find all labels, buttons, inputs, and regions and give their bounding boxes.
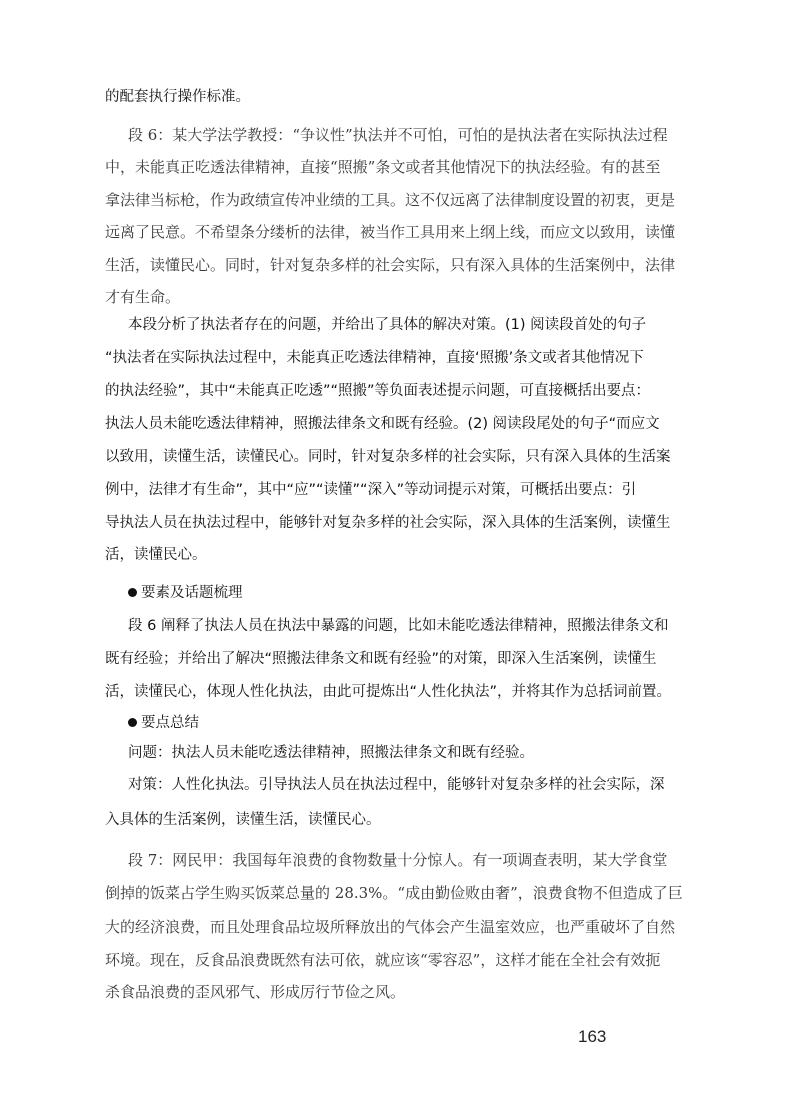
bullet-icon [128, 588, 137, 597]
text-line: 拿法律当标枪，作为政绩宣传冲业绩的工具。这不仅远离了法律制度设置的初衷，更是 [105, 191, 676, 209]
intro-line: 的配套执行操作标准。 [105, 89, 250, 105]
text-line: 执法人员未能吃透法律精神，照搬法律条文和既有经验。(2) 阅读段尾处的句子“而应文 [105, 416, 660, 432]
text-line: 对策：人性化执法。引导执法人员在执法过程中，能够针对复杂多样的社会实际，深 [128, 777, 665, 793]
text-line: 段 6 阐释了执法人员在执法中暴露的问题，比如未能吃透法律精神，照搬法律条文和 [128, 618, 669, 634]
text-line: 活，读懂民心，体现人性化执法，由此可提炼出“人性化执法”，并将其作为总括词前置。 [105, 684, 672, 700]
text-line: 段 7：网民甲：我国每年浪费的食物数量十分惊人。有一项调查表明，某大学食堂 [128, 851, 668, 869]
text-line: 环境。现在，反食品浪费既然有法可依，就应该“零容忍”，这样才能在全社会有效扼 [105, 951, 661, 969]
text-line: 本段分析了执法者存在的问题，并给出了具体的解决对策。(1) 阅读段首处的句子 [128, 317, 647, 333]
text-line: 生活，读懂民心。同时，针对复杂多样的社会实际，只有深入具体的生活案例中，法律 [105, 256, 676, 274]
text-line: 既有经验；并给出了解决“照搬法律条文和既有经验”的对策，即深入生活案例，读懂生 [105, 651, 657, 667]
text-line: 段 6：某大学法学教授：“争议性”执法并不可怕，可怕的是执法者在实际执法过程 [128, 126, 668, 144]
heading-text: 要素及话题梳理 [141, 585, 243, 601]
text-line: 例中，法律才有生命”，其中“应”“读懂”“深入”等动词提示对策，可概括出要点：引 [105, 482, 637, 498]
section-heading-elements [128, 582, 585, 604]
text-line: “执法者在实际执法过程中，未能真正吃透法律精神，直接‘照搬’条文或者其他情况下 [105, 350, 644, 366]
text-line: 中，未能真正吃透法律精神，直接“照搬”条文或者其他情况下的执法经验。有的甚至 [105, 158, 661, 176]
text-line: 活，读懂民心。 [105, 547, 207, 563]
text-line: 远离了民意。不希望条分缕析的法律，被当作工具用来上纲上线，而应文以致用，读懂 [105, 223, 676, 241]
text-line: 以致用，读懂生活，读懂民心。同时，针对复杂多样的社会实际，只有深入具体的生活案 [105, 449, 671, 465]
heading-text: 要点总结 [141, 715, 199, 731]
page-number: 163 [578, 1027, 607, 1046]
text-line: 导执法人员在执法过程中，能够针对复杂多样的社会实际，深入具体的生活案例，读懂生 [105, 515, 671, 531]
summary-problem: 问题：执法人员未能吃透法律精神，照搬法律条文和既有经验。 [128, 745, 534, 761]
section-heading-summary [128, 712, 585, 734]
text-line: 才有生命。 [105, 288, 181, 306]
text-line: 杀食品浪费的歪风邪气、形成厉行节俭之风。 [105, 983, 406, 1001]
bullet-icon [128, 718, 137, 727]
text-line: 大的经济浪费，而且处理食品垃圾所释放出的气体会产生温室效应，也严重破坏了自然 [105, 918, 676, 936]
text-line: 的执法经验”，其中“未能真正吃透”“照搬”等负面表述提示问题，可直接概括出要点： [105, 383, 651, 399]
text-line: 倒掉的饭菜占学生购买饭菜总量的 28.3%。“成由勤俭败由奢”，浪费食物不但造成了巨 [105, 884, 683, 902]
text-line: 入具体的生活案例，读懂生活，读懂民心。 [105, 812, 381, 828]
